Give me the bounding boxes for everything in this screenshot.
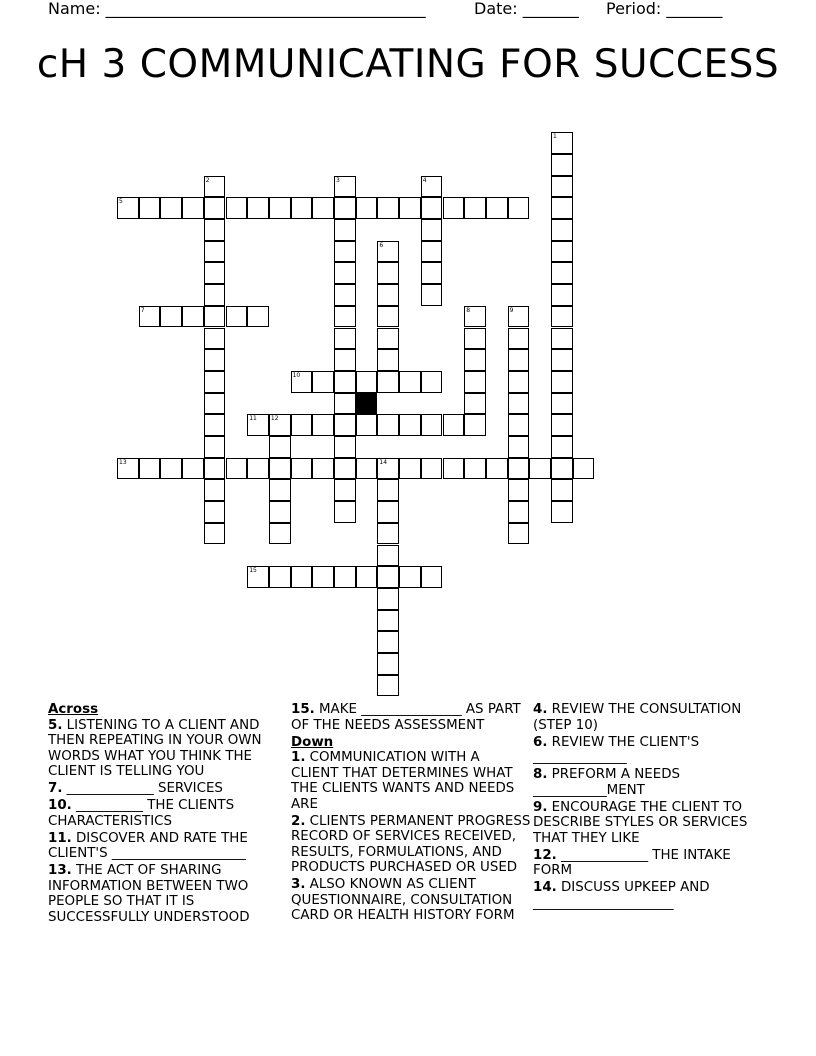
clue-number: 9 <box>509 306 514 314</box>
grid-cell[interactable] <box>291 566 313 588</box>
grid-cell[interactable] <box>551 241 573 263</box>
grid-cell[interactable] <box>486 197 508 219</box>
grid-cell[interactable] <box>377 675 399 697</box>
grid-cell[interactable] <box>551 393 573 415</box>
across-heading: Across <box>48 702 99 717</box>
grid-cell[interactable] <box>508 501 530 523</box>
grid-cell[interactable] <box>247 566 269 588</box>
grid-cell[interactable] <box>486 458 508 480</box>
grid-cell[interactable] <box>421 176 443 198</box>
grid-cell[interactable] <box>334 284 356 306</box>
grid-cell[interactable] <box>356 371 378 393</box>
grid-cell[interactable] <box>204 241 226 263</box>
page-title: cH 3 COMMUNICATING FOR SUCCESS <box>36 42 780 87</box>
clue-item <box>48 863 288 925</box>
grid-cell[interactable] <box>334 241 356 263</box>
grid-cell[interactable] <box>421 284 443 306</box>
grid-cell[interactable] <box>226 458 248 480</box>
clue-item-text: MAKE _______________ AS PART OF THE NEEDS ASSESSMENT <box>291 702 521 733</box>
clue-item-number: 13. <box>48 863 72 878</box>
grid-cell[interactable] <box>421 219 443 241</box>
grid-cell[interactable] <box>269 436 291 458</box>
grid-cell[interactable] <box>139 197 161 219</box>
clue-number: 11 <box>249 415 257 423</box>
grid-cell[interactable] <box>160 306 182 328</box>
grid-cell[interactable] <box>508 328 530 350</box>
grid-cell[interactable] <box>377 458 399 480</box>
grid-cell[interactable] <box>247 414 269 436</box>
grid-cell[interactable] <box>377 197 399 219</box>
grid-cell[interactable] <box>399 414 421 436</box>
grid-cell[interactable] <box>204 436 226 458</box>
clue-item-number: 1. <box>291 750 306 765</box>
grid-cell[interactable] <box>464 371 486 393</box>
grid-cell[interactable] <box>443 458 465 480</box>
clue-item <box>533 800 773 847</box>
grid-cell[interactable] <box>377 414 399 436</box>
grid-cell[interactable] <box>204 306 226 328</box>
clue-item-number: 15. <box>291 702 315 717</box>
grid-cell[interactable] <box>204 458 226 480</box>
grid-cell[interactable] <box>160 458 182 480</box>
grid-cell[interactable] <box>377 523 399 545</box>
clue-item-text: ALSO KNOWN AS CLIENT QUESTIONNAIRE, CONSULTATION CARD OR HEALTH HISTORY FORM <box>291 877 515 923</box>
grid-cell[interactable] <box>334 349 356 371</box>
clue-item-number: 12. <box>533 847 557 863</box>
grid-cell[interactable] <box>551 219 573 241</box>
grid-cell[interactable] <box>551 349 573 371</box>
grid-cell[interactable] <box>247 197 269 219</box>
grid-cell[interactable] <box>312 458 334 480</box>
grid-cell[interactable] <box>508 393 530 415</box>
clue-item-text: PREFORM A NEEDS ___________MENT <box>533 767 681 798</box>
grid-cell[interactable] <box>377 371 399 393</box>
clue-item-text: THE ACT OF SHARING INFORMATION BETWEEN TWO PEOPLE SO THAT IT IS SUCCESSFULLY UNDERSTOOD <box>48 863 250 925</box>
grid-cell[interactable] <box>464 393 486 415</box>
clue-number: 14 <box>379 458 388 466</box>
grid-cell[interactable] <box>356 414 378 436</box>
clue-item-text: _____________ SERVICES <box>66 781 223 796</box>
clue-number: 4 <box>422 176 427 184</box>
grid-cell[interactable] <box>421 241 443 263</box>
grid-cell[interactable] <box>377 588 399 610</box>
grid-cell[interactable] <box>508 349 530 371</box>
clue-item-text: ENCOURAGE THE CLIENT TO DESCRIBE STYLES OR SERVICES THAT THEY LIKE <box>533 799 748 846</box>
grid-cell[interactable] <box>377 545 399 567</box>
grid-cell[interactable] <box>291 371 313 393</box>
grid-cell[interactable] <box>464 349 486 371</box>
grid-cell[interactable] <box>399 197 421 219</box>
clue-item <box>48 718 288 780</box>
grid-cell[interactable] <box>551 436 573 458</box>
grid-cell[interactable] <box>182 197 204 219</box>
clue-number: 8 <box>466 306 471 314</box>
grid-cell[interactable] <box>399 566 421 588</box>
grid-cell[interactable] <box>334 414 356 436</box>
grid-cell[interactable] <box>443 197 465 219</box>
clue-item <box>48 798 288 829</box>
grid-cell[interactable] <box>356 566 378 588</box>
grid-cell[interactable] <box>204 284 226 306</box>
grid-cell[interactable] <box>508 479 530 501</box>
clue-number: 3 <box>336 176 340 184</box>
grid-cell[interactable] <box>508 458 530 480</box>
grid-cell[interactable] <box>377 349 399 371</box>
clue-item <box>291 750 531 812</box>
grid-cell[interactable] <box>291 414 313 436</box>
grid-cell[interactable] <box>204 176 226 198</box>
clue-item <box>48 781 288 797</box>
grid-cell[interactable] <box>334 479 356 501</box>
grid-cell[interactable] <box>551 501 573 523</box>
grid-cell[interactable] <box>291 458 313 480</box>
grid-cell[interactable] <box>334 306 356 328</box>
clue-item <box>291 702 531 733</box>
clue-number: 1 <box>553 133 557 141</box>
grid-cell[interactable] <box>312 371 334 393</box>
name-field-label: Name: ________________________________________ <box>48 0 426 18</box>
grid-cell[interactable] <box>139 458 161 480</box>
clue-item-text: _____________ THE INTAKE FORM <box>533 847 731 878</box>
grid-cell[interactable] <box>334 328 356 350</box>
clue-item <box>291 814 531 876</box>
grid-cell[interactable] <box>508 306 530 328</box>
clue-number: 13 <box>119 458 127 466</box>
grid-cell[interactable] <box>334 393 356 415</box>
grid-cell[interactable] <box>117 458 139 480</box>
grid-cell[interactable] <box>464 414 486 436</box>
clue-number: 7 <box>140 306 145 314</box>
grid-cell[interactable] <box>377 328 399 350</box>
grid-cell[interactable] <box>377 631 399 653</box>
grid-cell[interactable] <box>334 436 356 458</box>
period-field-label: Period: _______ <box>606 0 723 18</box>
grid-cell[interactable] <box>204 371 226 393</box>
grid-cell[interactable] <box>117 197 139 219</box>
grid-cell[interactable] <box>269 566 291 588</box>
grid-cell[interactable] <box>551 328 573 350</box>
grid-cell[interactable] <box>356 197 378 219</box>
grid-cell[interactable] <box>312 566 334 588</box>
grid-cell[interactable] <box>356 458 378 480</box>
clue-item <box>291 877 531 924</box>
grid-cell[interactable] <box>312 197 334 219</box>
grid-cell[interactable] <box>269 523 291 545</box>
grid-cell[interactable] <box>226 197 248 219</box>
grid-cell[interactable] <box>269 458 291 480</box>
clue-item-number: 4. <box>533 702 548 717</box>
grid-cell[interactable] <box>551 306 573 328</box>
grid-cell[interactable] <box>508 197 530 219</box>
grid-cell[interactable] <box>551 371 573 393</box>
clue-item <box>48 831 288 862</box>
clue-item-number: 11. <box>48 830 72 846</box>
grid-cell[interactable] <box>421 197 443 219</box>
grid-cell[interactable] <box>443 414 465 436</box>
clues-column-3 <box>533 702 773 913</box>
grid-cell[interactable] <box>464 306 486 328</box>
grid-cell[interactable] <box>421 371 443 393</box>
clue-item <box>533 880 773 911</box>
grid-cell[interactable] <box>334 262 356 284</box>
grid-cell[interactable] <box>204 479 226 501</box>
clue-number: 6 <box>379 241 384 249</box>
clue-item <box>533 848 773 879</box>
grid-cell[interactable] <box>204 523 226 545</box>
grid-cell[interactable] <box>182 306 204 328</box>
grid-cell[interactable] <box>204 501 226 523</box>
grid-cell[interactable] <box>464 328 486 350</box>
down-heading: Down <box>291 734 334 750</box>
grid-cell[interactable] <box>551 197 573 219</box>
grid-cell[interactable] <box>551 284 573 306</box>
grid-cell[interactable] <box>551 154 573 176</box>
grid-cell[interactable] <box>464 458 486 480</box>
grid-cell[interactable] <box>334 219 356 241</box>
clue-item-text: CLIENTS PERMANENT PROGRESS RECORD OF SERVICES RECEIVED, RESULTS, FORMULATIONS, AND PRODUCTS PURCHASED OR USED <box>291 813 531 875</box>
grid-cell[interactable] <box>421 458 443 480</box>
grid-cell[interactable] <box>377 479 399 501</box>
clue-item-text: COMMUNICATION WITH A CLIENT THAT DETERMINES WHAT THE CLIENTS WANTS AND NEEDS ARE <box>291 750 515 812</box>
grid-cell[interactable] <box>226 306 248 328</box>
grid-cell[interactable] <box>377 566 399 588</box>
grid-cell[interactable] <box>377 501 399 523</box>
clue-item-text: LISTENING TO A CLIENT AND THEN REPEATING IN YOUR OWN WORDS WHAT YOU THINK THE CLIENT IS TELLING YOU <box>48 717 262 779</box>
clue-item-number: 3. <box>291 877 306 892</box>
grid-cell[interactable] <box>551 176 573 198</box>
grid-cell[interactable] <box>551 458 573 480</box>
clue-item-number: 5. <box>48 717 63 733</box>
grid-cell[interactable] <box>334 458 356 480</box>
grid-cell[interactable] <box>508 371 530 393</box>
grid-cell[interactable] <box>399 371 421 393</box>
clue-item-text: __________ THE CLIENTS CHARACTERISTICS <box>48 798 235 829</box>
grid-cell[interactable] <box>377 262 399 284</box>
grid-cell[interactable] <box>139 306 161 328</box>
clues-column-1 <box>48 702 288 927</box>
clue-item-text: REVIEW THE CLIENT'S ______________ <box>533 734 700 765</box>
clue-item-number: 14. <box>533 880 557 895</box>
clue-item-number: 8. <box>533 767 548 782</box>
clue-item-number: 7. <box>48 781 63 796</box>
clue-number: 15 <box>249 567 257 575</box>
grid-cell[interactable] <box>269 197 291 219</box>
grid-cell[interactable] <box>204 414 226 436</box>
clue-item-number: 9. <box>533 799 548 815</box>
grid-cell[interactable] <box>551 262 573 284</box>
grid-cell[interactable] <box>269 479 291 501</box>
clue-item <box>533 702 773 733</box>
grid-cell[interactable] <box>269 501 291 523</box>
grid-cell[interactable] <box>377 241 399 263</box>
clue-item-text: REVIEW THE CONSULTATION (STEP 10) <box>533 702 742 733</box>
grid-cell[interactable] <box>204 328 226 350</box>
grid-cell[interactable] <box>551 414 573 436</box>
grid-cell[interactable] <box>204 219 226 241</box>
grid-cell[interactable] <box>573 458 595 480</box>
black-cell <box>356 393 378 415</box>
grid-cell[interactable] <box>334 176 356 198</box>
grid-cell[interactable] <box>399 458 421 480</box>
grid-cell[interactable] <box>377 653 399 675</box>
clue-item <box>533 767 773 798</box>
grid-cell[interactable] <box>160 197 182 219</box>
grid-cell[interactable] <box>334 501 356 523</box>
grid-cell[interactable] <box>269 414 291 436</box>
grid-cell[interactable] <box>464 197 486 219</box>
clue-number: 10 <box>292 371 301 379</box>
clue-number: 2 <box>205 176 210 184</box>
grid-cell[interactable] <box>421 414 443 436</box>
clue-item <box>533 735 773 766</box>
clue-item-number: 6. <box>533 734 548 750</box>
grid-cell[interactable] <box>377 284 399 306</box>
date-field-label: Date: _______ <box>474 0 579 18</box>
clue-item-number: 10. <box>48 798 72 813</box>
grid-cell[interactable] <box>551 132 573 154</box>
grid-cell[interactable] <box>182 458 204 480</box>
grid-cell[interactable] <box>334 371 356 393</box>
grid-cell[interactable] <box>204 197 226 219</box>
grid-cell[interactable] <box>204 349 226 371</box>
clue-item-text: DISCUSS UPKEEP AND _____________________ <box>533 880 710 911</box>
grid-cell[interactable] <box>529 458 551 480</box>
grid-cell[interactable] <box>377 610 399 632</box>
clue-number: 12 <box>270 415 279 423</box>
grid-cell[interactable] <box>247 306 269 328</box>
clue-item-text: DISCOVER AND RATE THE CLIENT'S ____________________ <box>48 830 248 861</box>
grid-cell[interactable] <box>204 393 226 415</box>
grid-cell[interactable] <box>551 479 573 501</box>
grid-cell[interactable] <box>291 197 313 219</box>
clue-number: 5 <box>119 198 123 206</box>
grid-cell[interactable] <box>508 436 530 458</box>
clue-item-number: 2. <box>291 813 306 829</box>
grid-cell[interactable] <box>508 414 530 436</box>
grid-cell[interactable] <box>204 262 226 284</box>
grid-cell[interactable] <box>247 458 269 480</box>
grid-cell[interactable] <box>334 197 356 219</box>
grid-cell[interactable] <box>508 523 530 545</box>
grid-cell[interactable] <box>421 262 443 284</box>
grid-cell[interactable] <box>312 414 334 436</box>
grid-cell[interactable] <box>377 306 399 328</box>
clues-column-2 <box>291 702 531 925</box>
grid-cell[interactable] <box>421 566 443 588</box>
grid-cell[interactable] <box>334 566 356 588</box>
